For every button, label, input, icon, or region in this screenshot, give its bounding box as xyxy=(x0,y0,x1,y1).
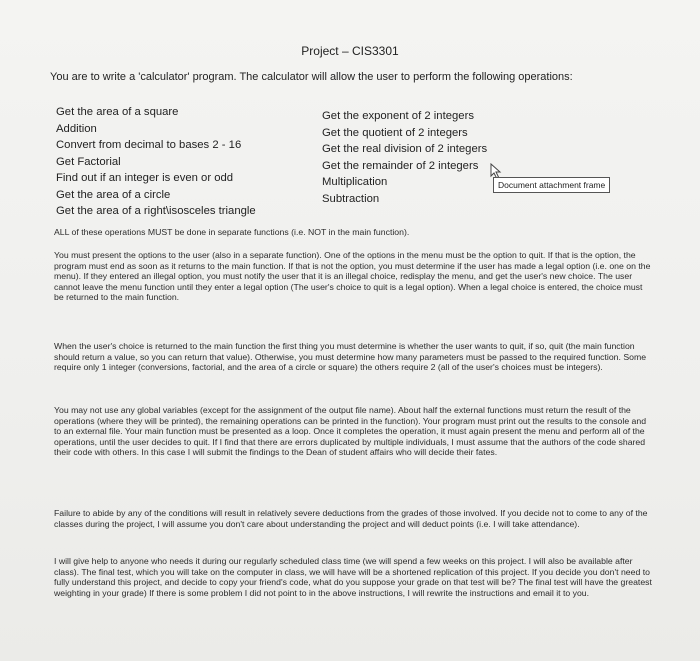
intro-text: You are to write a 'calculator' program. The calculator will allow the user to perform the following operations: xyxy=(50,71,573,83)
paragraph-functions: ALL of these operations MUST be done in separate functions (i.e. NOT in the main function). xyxy=(54,227,410,237)
operation-item: Get the real division of 2 integers xyxy=(322,143,488,155)
operation-item: Get Factorial xyxy=(56,155,121,168)
document-attachment-tooltip: Document attachment frame xyxy=(493,177,610,193)
operation-item: Get the quotient of 2 integers xyxy=(322,126,468,139)
operations-list-left xyxy=(56,104,316,220)
operation-item: Get the exponent of 2 integers xyxy=(322,110,474,122)
document-title: Project – CIS3301 xyxy=(301,44,399,58)
paragraph-main-function: When the user's choice is returned to the main function the first thing you must determine is whether the user wants to quit, if so, quit (the main function should return a value, so you can return that value). Otherwise, you must determine how many parameters must be passed to the required function. Some require only 1 integer (conversions, factorial, and the area of a circle or square) the others require 2 (all of the user's choices must be integers). xyxy=(54,341,647,373)
paragraph-menu: You must present the options to the user (also in a separate function). One of the options in the menu must be the option to quit. If that is the option, the program must end as soon as it returns to the main function. If that is not the option, you must determine if the user has made a legal option (i.e. one on the menu). If they entered an illegal option, you must notify the user that it is an illegal choice, redisplay the menu, and get the user's new choice. The user cannot leave the menu function until they enter a legal option (The user's choice to quit is a legal option). When a legal choice is entered, the choice must be returned to the main function. xyxy=(54,250,651,303)
operations-list-right xyxy=(322,108,522,207)
operation-item: Get the area of a right\isosceles triangle xyxy=(56,205,256,217)
operation-item: Multiplication xyxy=(322,176,388,188)
operation-item: Addition xyxy=(56,122,97,135)
operation-item: Find out if an integer is even or odd xyxy=(56,172,234,184)
operation-item: Convert from decimal to bases 2 - 16 xyxy=(56,139,242,151)
operation-item: Get the area of a circle xyxy=(56,188,171,201)
operation-item: Subtraction xyxy=(322,192,380,205)
paragraph-global-variables: You may not use any global variables (except for the assignment of the output file name). About half the external functions must return the result of the operations (where they will be printed), the remaining operations can be printed in the function). Your program must print out the results to the console and to an external file. Your main function must be presented as a loop. Once it completes the operation, it must again present the menu and perform all of the operations, until the user decides to quit. If I find that there are errors duplicated by multiple individuals, I must assume that the authors of the code shared their code with others. In this case I will submit the findings to the Dean of student affairs who will decide their fates. xyxy=(54,405,647,458)
operation-item: Get the area of a square xyxy=(56,106,179,118)
paragraph-help: I will give help to anyone who needs it during our regularly scheduled class time (we will spend a few weeks on this project. I will also be available after class). The final test, which you will take on the computer in class, we will have will be a shortened replication of this project. If you decide you don't need to fully understand this project, and decide to copy your friend's code, what do you suppose your grade on that test will be? The final test will have the greatest weighting in your grade) If there is some problem I did not point to in the above instructions, I will rewrite the instructions and email it to you. xyxy=(54,556,652,598)
operation-item: Get the remainder of 2 integers xyxy=(322,159,479,172)
paragraph-failure: Failure to abide by any of the conditions will result in relatively severe deductions from the grades of those involved. If you decide not to come to any of the classes during the project, I will assume you don't care about understanding the project and will deduct points (i.e. I will take attendance). xyxy=(54,508,648,529)
